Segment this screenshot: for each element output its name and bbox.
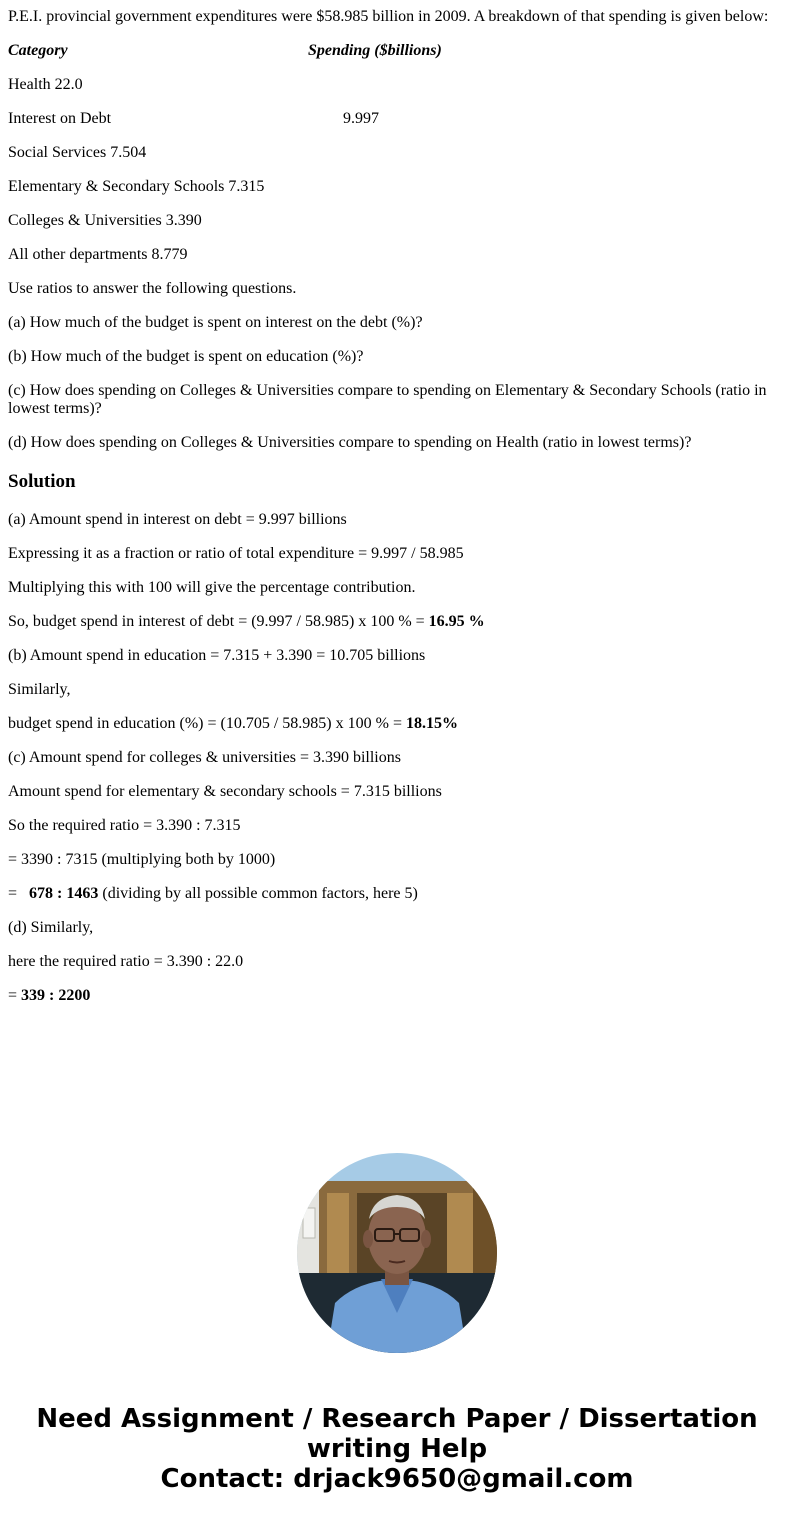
table-row: Health 22.0: [8, 76, 83, 93]
solution-a-line2: Expressing it as a fraction or ratio of total expenditure = 9.997 / 58.985: [8, 545, 464, 562]
header-category: Category: [8, 42, 68, 59]
solution-a-line4: [8, 613, 485, 631]
promo-contact: Contact: drjack9650@gmail.com: [160, 1464, 634, 1494]
solution-c-line5: [8, 885, 418, 903]
intro-text: P.E.I. provincial government expenditures were $58.985 billion in 2009. A breakdown of that spending is given below:: [8, 8, 769, 25]
solution-c-prefix: =: [8, 885, 30, 902]
promo-banner: [0, 1404, 794, 1494]
solution-c-line1: (c) Amount spend for colleges & universities = 3.390 billions: [8, 749, 401, 766]
solution-a-line1: (a) Amount spend in interest on debt = 9.997 billions: [8, 511, 347, 528]
solution-heading: Solution: [8, 471, 76, 492]
table-row: Social Services 7.504: [8, 144, 147, 161]
solution-d-line1: (d) Similarly,: [8, 919, 94, 936]
question-b: (b) How much of the budget is spent on education (%)?: [8, 348, 364, 365]
table-header: [8, 42, 786, 60]
solution-d-prefix: =: [8, 987, 22, 1004]
question-c: (c) How does spending on Colleges & Universities compare to spending on Elementary & Secondary Schools (ratio in lowest terms)?: [8, 382, 767, 417]
solution-a-answer: 16.95 %: [428, 613, 485, 630]
solution-c-line3: So the required ratio = 3.390 : 7.315: [8, 817, 241, 834]
solution-d-answer: 339 : 2200: [21, 987, 91, 1004]
solution-c-note: (dividing by all possible common factors, here 5): [98, 885, 418, 902]
author-avatar: [297, 1153, 497, 1353]
solution-b-line3: [8, 715, 458, 733]
solution-c-answer: 678 : 1463: [29, 885, 99, 902]
instruction-text: Use ratios to answer the following questions.: [8, 280, 297, 297]
solution-c-line4: = 3390 : 7315 (multiplying both by 1000): [8, 851, 276, 868]
table-row: Colleges & Universities 3.390: [8, 212, 202, 229]
table-row: All other departments 8.779: [8, 246, 188, 263]
row-label: Interest on Debt: [8, 110, 112, 127]
question-a: (a) How much of the budget is spent on interest on the debt (%)?: [8, 314, 423, 331]
table-row: Elementary & Secondary Schools 7.315: [8, 178, 265, 195]
table-row: [8, 110, 786, 128]
solution-b-answer: 18.15%: [405, 715, 458, 732]
question-d: (d) How does spending on Colleges & Universities compare to spending on Health (ratio in lowest terms)?: [8, 434, 692, 451]
header-spending: Spending ($billions): [308, 42, 442, 59]
solution-b-text: budget spend in education (%) = (10.705 / 58.985) x 100 % =: [8, 715, 406, 732]
solution-b-line2: Similarly,: [8, 681, 71, 698]
solution-a-line3: Multiplying this with 100 will give the percentage contribution.: [8, 579, 416, 596]
solution-c-line2: Amount spend for elementary & secondary schools = 7.315 billions: [8, 783, 442, 800]
solution-d-line3: [8, 987, 90, 1005]
solution-d-line2: here the required ratio = 3.390 : 22.0: [8, 953, 244, 970]
solution-a-text: So, budget spend in interest of debt = (9.997 / 58.985) x 100 % =: [8, 613, 429, 630]
promo-line-2: writing Help: [306, 1434, 488, 1464]
promo-line-1: Need Assignment / Research Paper / Dissertation: [36, 1404, 758, 1434]
avatar-portrait: [297, 1153, 497, 1353]
solution-b-line1: (b) Amount spend in education = 7.315 + 3.390 = 10.705 billions: [8, 647, 426, 664]
row-value: 9.997: [343, 110, 379, 127]
